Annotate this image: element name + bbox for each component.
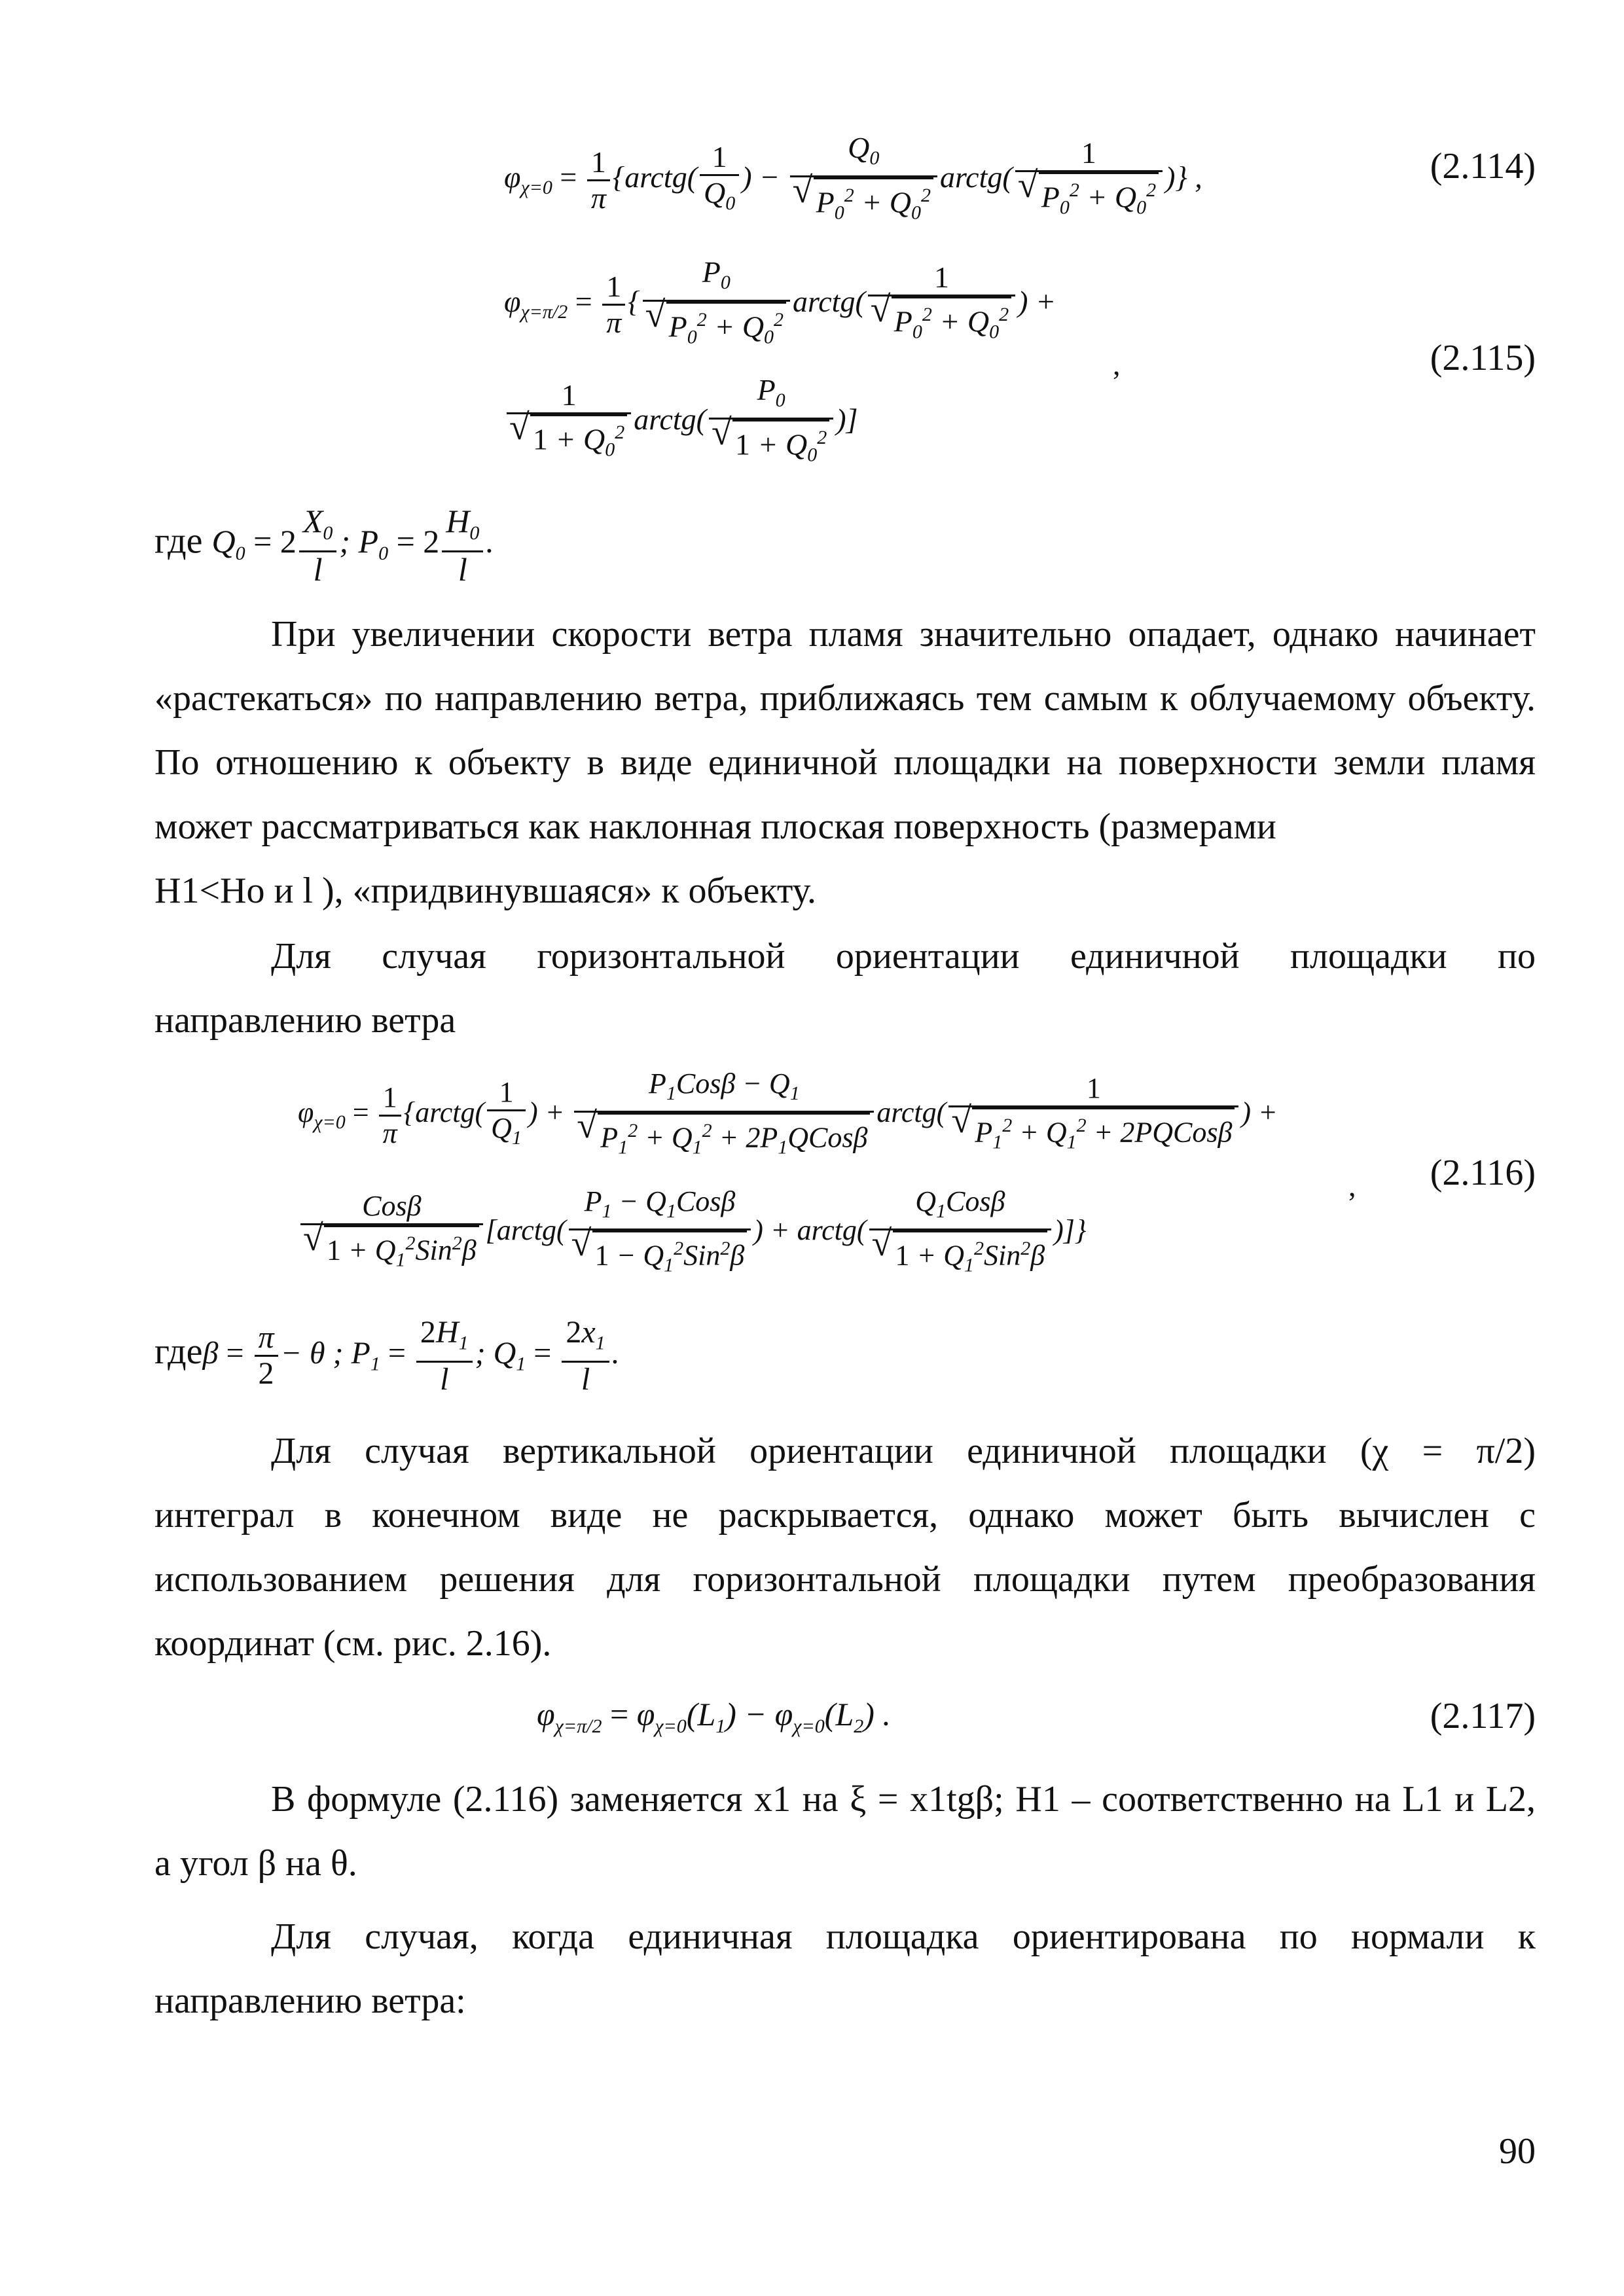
paragraph-5: Для случая, когда единичная площадка ориентирована по нормали к направлению ветра: bbox=[154, 1916, 1536, 2021]
equation-2-116-line-1: $\varphi_{\chi=0}$ = $\frac{1}{\pi}$ {arctg( $\frac{1}{Q_1}$ ) + $P_1Cos\beta - Q_1$ √ $P_1^2 + Q_1^2$ + $2P_1QCos\beta$ arctg( 1 √ $P_1^2 + Q_1^2$ + 2PQCosβ ) + bbox=[298, 1067, 1278, 1164]
equation-number: (2.116) bbox=[1430, 1153, 1536, 1193]
paragraph-1: При увеличении скорости ветра пламя значительно опадает, однако начинает «растекаться» по направлению ветра, приближаясь тем самым к облучаемому объекту. По отношению к объекту в виде единичной площадки на поверхности земли пламя может рассматриваться как наклонная плоская поверхность (размерами H1<Ho и l ), «придвинувшаяся» к объекту. bbox=[154, 614, 1536, 911]
equation-2-115-line-1: $\varphi_{\chi=\pi/2}$ = $\frac{1}{\pi}$ { $P_0$ √ $P_0^2 + Q_0^2$ arctg( 1 √ $P_0^2 + Q_0^2$ ) + bbox=[504, 255, 1056, 354]
paragraph-3: Для случая вертикальной ориентации единичной площадки (χ = π/2) интеграл в конечном виде не раскрывается, однако может быть вычислен с использованием решения для горизонтальной площадки путем преобразования координат (см. рис. 2.16). bbox=[154, 1431, 1536, 1664]
equation-2-115-line-2: 1 √ $1 + Q_0^2$ arctg( $P_0$ √ $1 + Q_0^2$ )] bbox=[504, 373, 857, 472]
where-clause-1: где $Q_0 = 2$ $\frac{X_0}{l}$ ; $P_0 = 2$ $\frac{H_0}{l}$ . bbox=[154, 503, 494, 588]
equation-number: (2.115) bbox=[1430, 338, 1536, 378]
equation-comma: , bbox=[1348, 1169, 1356, 1202]
page-number: 90 bbox=[1499, 2131, 1536, 2172]
paragraph-4: В формуле (2.116) заменяется x1 на ξ = x1tgβ; H1 – соответственно на L1 и L2, а угол β на θ. bbox=[154, 1779, 1536, 1884]
equation-2-116-line-2: Cosβ √ $1 + Q_1^2Sin^2\beta$ [arctg( $P_1 - Q_1Cos\beta$ √ $1 - Q_1^2Sin^2\beta$ ) + arctg( $Q_1Cos\beta$ √ $1 + Q_1^2Sin^2\beta$ )]} bbox=[298, 1185, 1087, 1282]
equation-2-117: $\varphi_{\chi=\pi/2} = \varphi_{\chi=0}(L_1) - \varphi_{\chi=0}(L_2)$ . bbox=[537, 1696, 891, 1737]
equation-number: (2.114) bbox=[1430, 146, 1536, 187]
equation-comma: , bbox=[1113, 348, 1121, 381]
paragraph-2: Для случая горизонтальной ориентации единичной площадки по направлению ветра bbox=[154, 936, 1536, 1041]
equation-2-114: $\varphi_{\chi=0}$ = $\frac{1}{\pi}$ {arctg( $\frac{1}{Q_0}$ ) − $Q_0$ √ $P_0^2 + Q_0^2$ arctg( 1 √ $P_0^2 + Q_0^2$ )} , bbox=[504, 131, 1202, 230]
equation-number: (2.117) bbox=[1430, 1696, 1536, 1736]
where-clause-2: гдеβ = $\frac{\pi}{2}$ − θ ; $P_1$ = $\frac{2H_1}{l}$ ; $Q_1$ = $\frac{2x_1}{l}$ . bbox=[154, 1315, 620, 1397]
